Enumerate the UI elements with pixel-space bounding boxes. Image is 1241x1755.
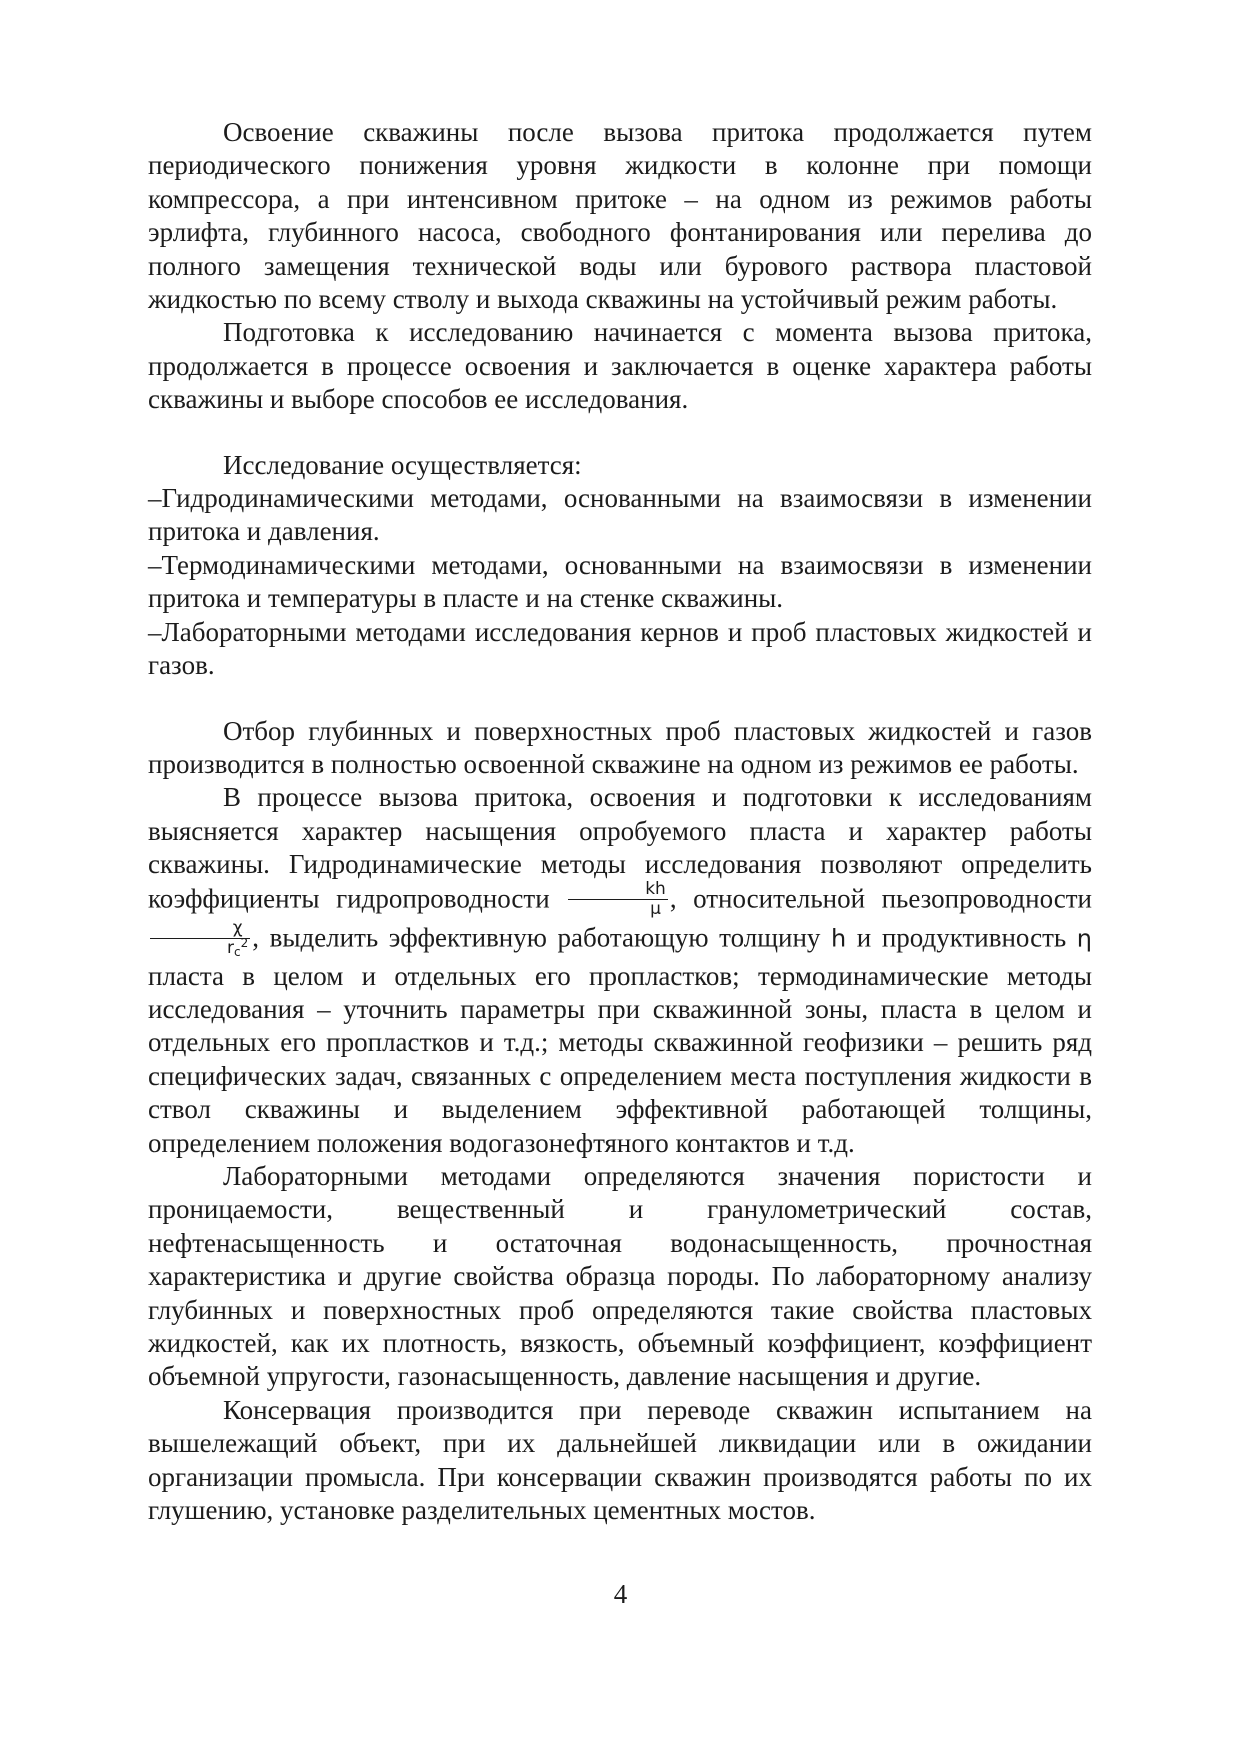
paragraph-research-preparation: Подготовка к исследованию начинается с момента вызова притока, продолжается в процессе освоения и заключается в оценке характера работы скважины и выборе способов ее исследования. xyxy=(148,317,1092,415)
thickness-symbol: h xyxy=(831,924,847,953)
document-body xyxy=(148,116,1092,1527)
paragraph-conservation: Консервация производится при переводе скважин испытанием на вышележащий объект, при их дальнейшей ликвидации или в ожидании организации промысла. При консервации скважин производятся работы по их глушению, установке разделительных цементных мостов. xyxy=(148,1394,1092,1526)
paragraph-well-development: Освоение скважины после вызова притока продолжается путем периодического понижения уровня жидкости в колонне при помощи компрессора, а при интенсивном притоке – на одном из режимов работы эрлифта, глубинного насоса, свободного фонтанирования или перелива до полного замещения технической воды или бурового раствора пластовой жидкостью по всему стволу и выхода скважины на устойчивый режим работы. xyxy=(148,117,1092,315)
piezoconductivity-fraction: $\frac{\chi}{r_c^2}$ xyxy=(150,919,250,958)
page-number: 4 xyxy=(613,1579,628,1609)
list-item-text: Лабораторными методами исследования кернов и проб пластовых жидкостей и газов. xyxy=(148,616,1092,681)
paragraph-laboratory: Лабораторными методами определяются значения пористости и проницаемости, вещественный и гранулометрический состав, нефтенасыщенность и остаточная водонасыщенность, прочностная характеристика и другие свойства образца породы. По лабораторному анализу глубинных и поверхностных проб определяются такие свойства пластовых жидкостей, как их плотность, вязкость, объемный коэффициент, коэффициент объемной упругости, газонасыщенность, давление насыщения и другие. xyxy=(148,1160,1092,1392)
paragraph-sampling: Отбор глубинных и поверхностных проб пластовых жидкостей и газов производится в полностью освоенной скважине на одном из режимов ее работы. xyxy=(148,715,1092,779)
list-item xyxy=(148,482,1092,549)
list-item-text: Термодинамическими методами, основанными на взаимосвязи в изменении притока и температуры в пласте и на стенке скважины. xyxy=(148,549,1092,614)
list-dash: – xyxy=(148,549,162,580)
list-dash: – xyxy=(148,616,162,647)
list-item xyxy=(148,616,1092,683)
paragraph-research-intro: Исследование осуществляется: xyxy=(223,449,582,480)
list-item-text: Гидродинамическими методами, основанными на взаимосвязи в изменении притока и давления. xyxy=(148,483,1092,547)
list-dash: – xyxy=(148,483,162,514)
list-item xyxy=(148,549,1092,616)
productivity-symbol: η xyxy=(1076,924,1092,953)
paragraph-methods: В процессе вызова притока, освоения и подготовки к исследованиям выясняется характер насыщения опробуемого пласта и характер работы скважины. Гидродинамические методы исследования позволяют определить коэффициенты гидропроводности $\frac{kh}{\mu}$ , относительной пьезопроводности $\frac{\chi}{r_c^2}$ , выделить эффективную работающую толщину h и продуктивность η пласта в целом и отдельных его пропластков; термодинамические методы исследования – уточнить параметры при скважинной зоны, пласта в целом и отдельных его пропластков и т.д.; методы скважинной геофизики – решить ряд специфических задач, связанных с определением места поступления жидкости в ствол скважины и выделением эффективной работающей толщины, определением положения водогазонефтяного контактов и т.д. xyxy=(148,782,1092,1158)
hydroconductivity-fraction: $\frac{kh}{\mu}$ xyxy=(568,880,668,919)
